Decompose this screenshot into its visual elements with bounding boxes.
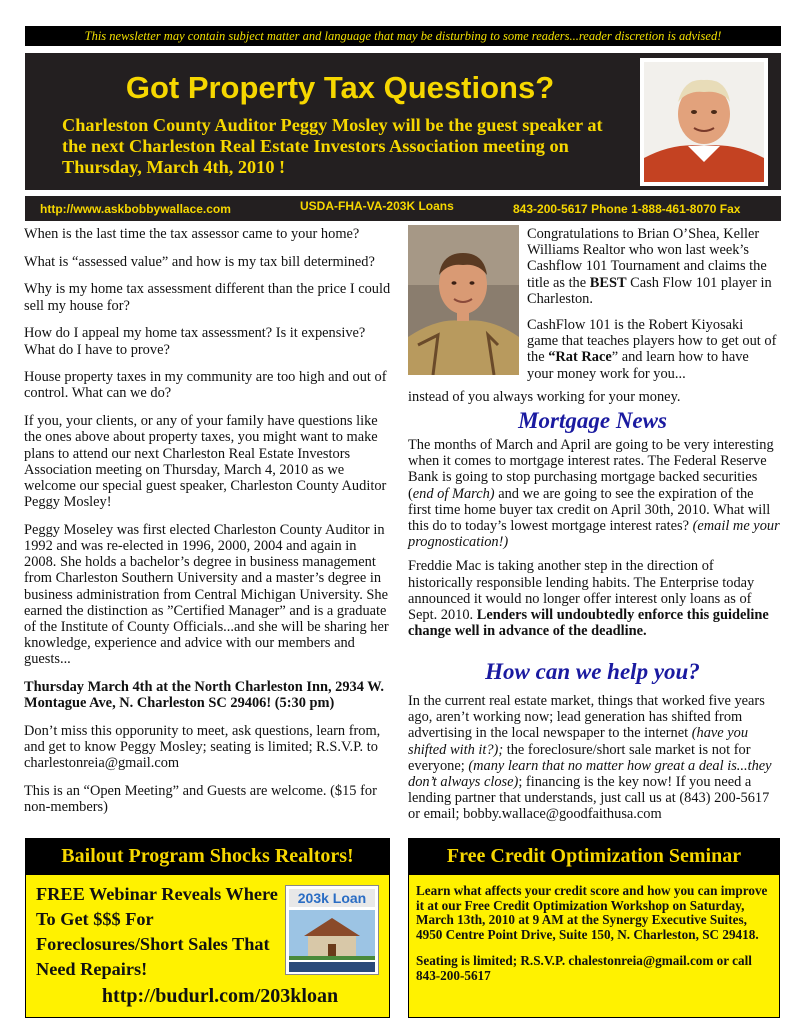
paragraph: This is an “Open Meeting” and Guests are welcome. ($15 for non-members) [24, 783, 377, 816]
credit-seminar-text [416, 884, 772, 996]
paragraph: CashFlow 101 is the Robert Kiyosaki game that teaches players how to get out of the “Rat Race” and learn how to have your money work for you... [527, 317, 777, 382]
bailout-heading: Bailout Program Shocks Realtors! [25, 838, 390, 874]
congrats-continuation: instead of you always working for your money. [408, 389, 681, 405]
paragraph: Freddie Mac is taking another step in the direction of historically responsible lending habits. The Enterprise today announced it would no longer offer interest only loans as of Sept. 2010. Lenders will undoubtedly enforce this guideline change well in advance of the deadline. [408, 558, 769, 640]
website-link[interactable]: http://www.askbobbywallace.com [40, 202, 231, 216]
paragraph: Seating is limited; R.S.V.P. chalestonreia@gmail.com or call 843-200-5617 [416, 953, 752, 983]
bailout-url-link[interactable]: http://budurl.com/203kloan [101, 985, 339, 1007]
phone-fax: 843-200-5617 Phone 1-888-461-8070 Fax [513, 202, 741, 216]
loan-types: USDA-FHA-VA-203K Loans [300, 199, 454, 213]
congrats-article [527, 226, 777, 390]
tax-article [24, 226, 392, 827]
header-subtitle: Charleston County Auditor Peggy Mosley will be the guest speaker at the next Charleston Real Estate Investors Association meeting on Thursday, March 4th, 2010 ! [62, 115, 603, 177]
help-heading: How can we help you? [485, 659, 700, 684]
paragraph: Congratulations to Brian O’Shea, Keller Williams Realtor who won last week’s Cashflow 101 Tournament and claims the title as the BEST Cash Flow 101 player in Charleston. [527, 226, 772, 307]
help-article: In the current real estate market, things that worked five years ago, aren’t working now; lead generation has shifted from advertising in the local newspaper to the internet (have you shifted with it?); the foreclosure/short sale market is not for everyone; (many learn that no matter how great a deal is...they don’t always close); financing is the key now! If you need a lending partner that understands, just call us at (843) 200-5617 or email; bobby.wallace@goodfaithusa.com [408, 693, 772, 823]
paragraph: If you, your clients, or any of your family have questions like the ones above about property taxes, you might want to make plans to attend our next Charleston Real Estate Investors Association meeting on Thursday, March 4, 2010 as we welcome our special guest speaker, Charleston County Auditor Peggy Mosley! [24, 413, 387, 511]
page-title: Got Property Tax Questions? [125, 70, 555, 105]
disclaimer-banner: This newsletter may contain subject matter and language that may be disturbing to some readers...reader discretion is advised! [25, 26, 781, 46]
paragraph: House property taxes in my community are too high and out of control. What can we do? [24, 369, 387, 402]
loan-image-title: 203k Loan [297, 890, 367, 906]
paragraph: What is “assessed value” and how is my tax bill determined? [24, 253, 375, 270]
meeting-info: Thursday March 4th at the North Charleston Inn, 2934 W. Montague Ave, N. Charleston SC 29406! (5:30 pm) [24, 679, 384, 712]
loan-ad-image [285, 885, 379, 975]
bailout-text: FREE Webinar Reveals Where To Get $$$ For Foreclosures/Short Sales That Need Repairs! [36, 884, 278, 979]
paragraph: Why is my home tax assessment different than the price I could sell my house for? [24, 281, 391, 314]
credit-seminar-heading: Free Credit Optimization Seminar [408, 838, 780, 874]
paragraph: How do I appeal my home tax assessment? Is it expensive? What do I have to prove? [24, 325, 366, 358]
paragraph: Don’t miss this opporunity to meet, ask questions, learn from, and get to know Peggy Mosley; seating is limited; R.S.V.P. to charlestonreia@gmail.com [24, 723, 381, 772]
paragraph: When is the last time the tax assessor came to your home? [24, 226, 360, 242]
agent-photo [408, 225, 519, 375]
mortgage-article [408, 437, 780, 647]
mortgage-news-heading: Mortgage News [518, 408, 667, 433]
speaker-photo [644, 62, 764, 182]
paragraph: The months of March and April are going to be very interesting when it comes to mortgage interest rates. The Federal Reserve Bank is going to stop purchasing mortgage backed securities (end of March) and we are going to see the expiration of the first time home buyer tax credit on April 30th, 2010. What will this do to today’s lowest mortgage interest rates? (email me your prognostication!) [408, 437, 780, 551]
paragraph: Learn what affects your credit score and how you can improve it at our Free Credit Optimization Workshop on Saturday, March 13th, 2010 at 9 AM at the Synergy Executive Suites, 4950 Centre Point Drive, Suite 150, N. Charleston, SC 29418. [416, 883, 768, 942]
paragraph: Peggy Moseley was first elected Charleston County Auditor in 1992 and was re-elected in 1996, 2000, 2004 and again in 2008. She holds a bachelor’s degree in business management from Charleston Southern University and a master’s degree in business administration from Central Michigan University. She earned the distinction as ”Certified Manager” and is a graduate of the Institute of County Officials...and she will be sharing her knowledge, experience and advice with our members and guests... [24, 521, 389, 668]
